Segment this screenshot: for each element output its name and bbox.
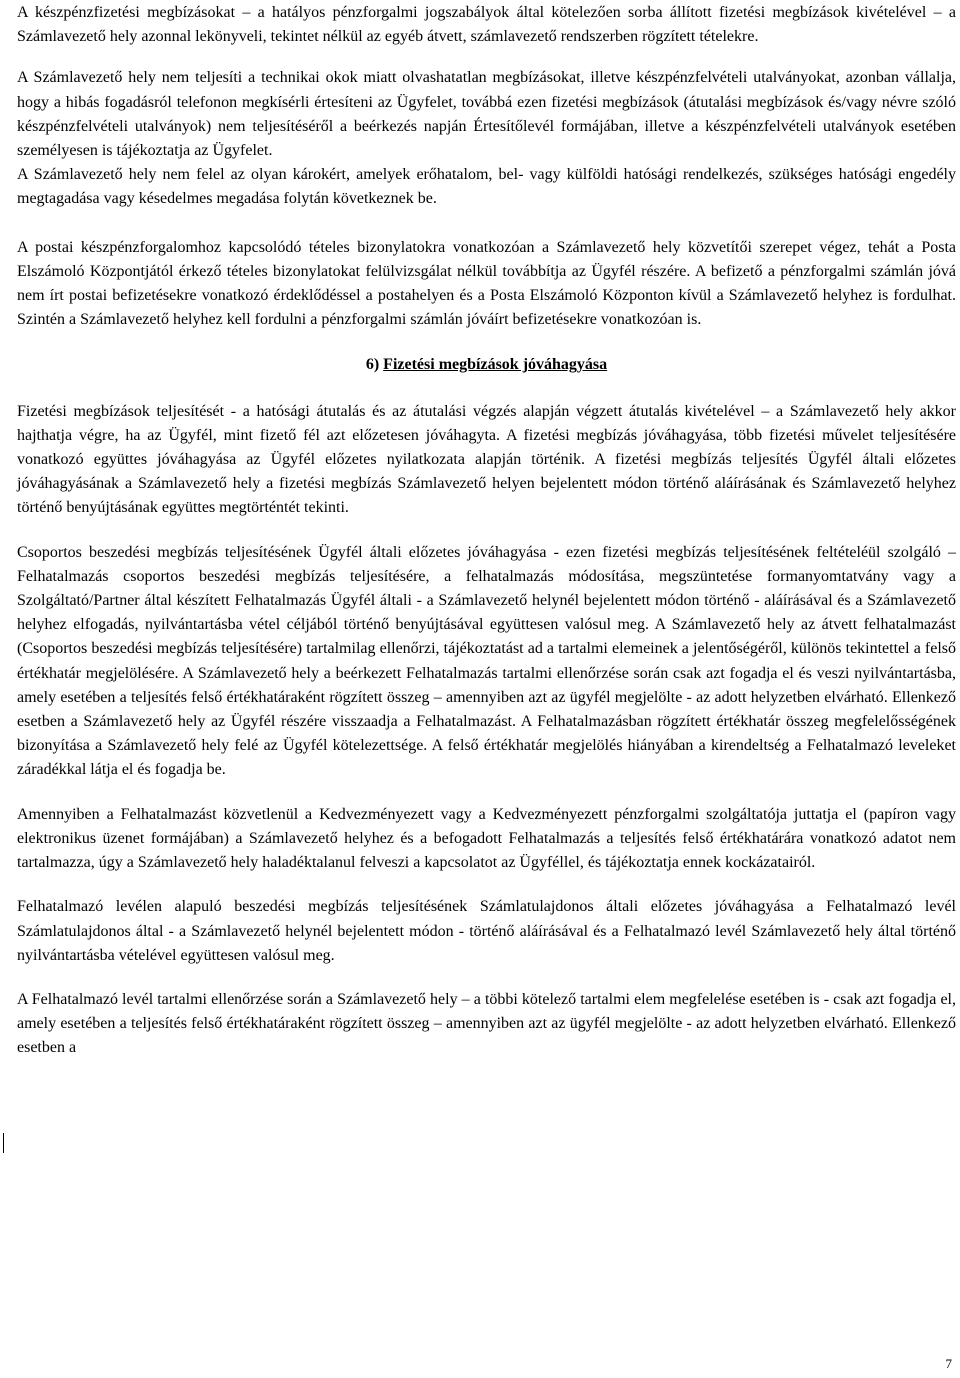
paragraph-authorization-letter-check: A Felhatalmazó levél tartalmi ellenőrzése során a Számlavezető hely – a többi kötelező tartalmi elem megfelelése esetében is - csak azt fogadja el, amely esetében a teljesítés felső értékhatáraként rögzített összeg – amennyiben azt az ügyfél megjelölte - az adott helyzetben elvárható. Ellenkező esetben a (17, 990, 956, 1057)
paragraph-cash-payment-orders: A készpénzfizetési megbízásokat – a hatályos pénzforgalmi jogszabályok által kötelezően sorba állított fizetési megbízások kivételével – a Számlavezető hely azonnal lekönyveli, tekintet nélkül az egyéb átvett, számlavezető rendszerben rögzített tételekre. (17, 4, 956, 46)
paragraph-liability: A Számlavezető hely nem felel az olyan károkért, amelyek erőhatalom, bel- vagy külföldi hatósági rendelkezés, szükséges hatósági engedély megtagadása vagy késedelmes megadása folytán következnek be. (17, 166, 956, 208)
paragraph-authorization-letter: Felhatalmazó levélen alapuló beszedési megbízás teljesítésének Számlatulajdonos általi előzetes jóváhagyása a Felhatalmazó levél Számlatulajdonos által - a Számlavezető helynél bejelentett módon - történő aláírásával és a Felhatalmazó levél Számlavezető hely által történő nyilvántartásba vételével együttesen valósul meg. (17, 898, 956, 964)
section-number: 6) (365, 356, 380, 374)
section-heading (17, 353, 956, 377)
paragraph-direct-debit-approval: Csoportos beszedési megbízás teljesítésének Ügyfél általi előzetes jóváhagyása - ezen fizetési megbízás teljesítésének feltételéül szolgáló – Felhatalmazás csoportos beszedési megbízás teljesítésére, a felhatalmazás módosítása, megszüntetése formanyomtatvány vagy a Szolgáltató/Partner által készített Felhatalmazás Ügyfél általi - a Számlavezető helynél bejelentett módon történő - aláírásával és a Számlavezető helyhez elfogadás, nyilvántartásba vétel céljából történő benyújtásával együttesen valósul meg. A Számlavezető hely az átvett felhatalmazást (Csoportos beszedési megbízás teljesítésére) tartalmilag ellenőrzi, tájékoztatást ad a tartalmi elemeinek a jelentőségéről, különös tekintettel a felső értékhatár megjelölésére. A Számlavezető hely a beérkezett Felhatalmazás tartalmi ellenőrzése során csak azt fogadja el és veszi nyilvántartásba, amely esetében a teljesítés felső értékhatáraként rögzített összeg – amennyiben azt az ügyfél megjelölte - az adott helyzetben elvárható. Ellenkező esetben a Számlavezető hely az Ügyfél részére visszaadja a Felhatalmazást. A Felhatalmazásban rögzített értékhatár összeg megfelelősségének bizonyítása a Számlavezető hely felé az Ügyfél kötelezettsége. A felső értékhatár megjelölés hiányában a kirendeltség a Felhatalmazó leveleket záradékkal látja el és fogadja be. (17, 543, 956, 779)
paragraph-beneficiary-authorization: Amennyiben a Felhatalmazást közvetlenül a Kedvezményezett vagy a Kedvezményezett pénzforgalmi szolgáltatója juttatja el (papíron vagy elektronikus üzenet formájában) a Számlavezető helyhez és a befogadott Felhatalmazás a teljesítés felső értékhatárára vonatkozó adatot nem tartalmazza, úgy a Számlavezető hely haladéktalanul felveszi a kapcsolatot az Ügyféllel, és tájékoztatja ennek kockázatairól. (17, 805, 956, 872)
paragraph-postal-cash: A postai készpénzforgalomhoz kapcsolódó tételes bizonylatokra vonatkozóan a Számlavezető hely közvetítői szerepet végez, tehát a Posta Elszámoló Központjától érkező tételes bizonylatokat felülvizsgálat nélkül továbbítja az Ügyfél részére. A befizető a pénzforgalmi számlán jóvá nem írt postai befizetésekre vonatkozó érdeklődéssel a postahelyen és a Posta Elszámoló Központon kívül a Számlavezető helyhez is fordulhat. Szintén a Számlavezető helyhez kell fordulni a pénzforgalmi számlán jóváírt befizetésekre vonatkozóan is. (17, 238, 956, 329)
page-number: 7 (945, 1356, 952, 1371)
section-title: Fizetési megbízások jóváhagyása (383, 356, 608, 374)
margin-change-bar (3, 1133, 4, 1153)
paragraph-unreadable-orders: A Számlavezető hely nem teljesíti a technikai okok miatt olvashatatlan megbízásokat, illetve készpénzfelvételi utalványokat, azonban vállalja, hogy a hibás fogadásról telefonon megkísérli értesíteni az Ügyfelet, továbbá ezen fizetési megbízások (átutalási megbízások és/vagy névre szóló készpénzfelvételi utalványok) nem teljesítéséről a beérkezés napján Értesítőlevél formájában, illetve a készpénzfelvételi utalványok esetében személyesen is tájékoztatja az Ügyfelet. (17, 69, 956, 160)
paragraph-payment-approval: Fizetési megbízások teljesítését - a hatósági átutalás és az átutalási végzés alapján végzett átutalás kivételével – a Számlavezető hely akkor hajthatja végre, ha az Ügyfél, mint fizető fél azt előzetesen jóváhagyta. A fizetési megbízás jóváhagyása, több fizetési művelet teljesítésére vonatkozó együttes jóváhagyása az Ügyfél előzetes nyilatkozata alapján történik. A fizetési megbízás teljesítés Ügyfél általi előzetes jóváhagyásának a Számlavezető hely a fizetési megbízás Számlavezető helyen bejelentett módon történő aláírásának és Számlavezető helyhez történő benyújtásának együttes megtörténtét tekinti. (17, 402, 956, 517)
